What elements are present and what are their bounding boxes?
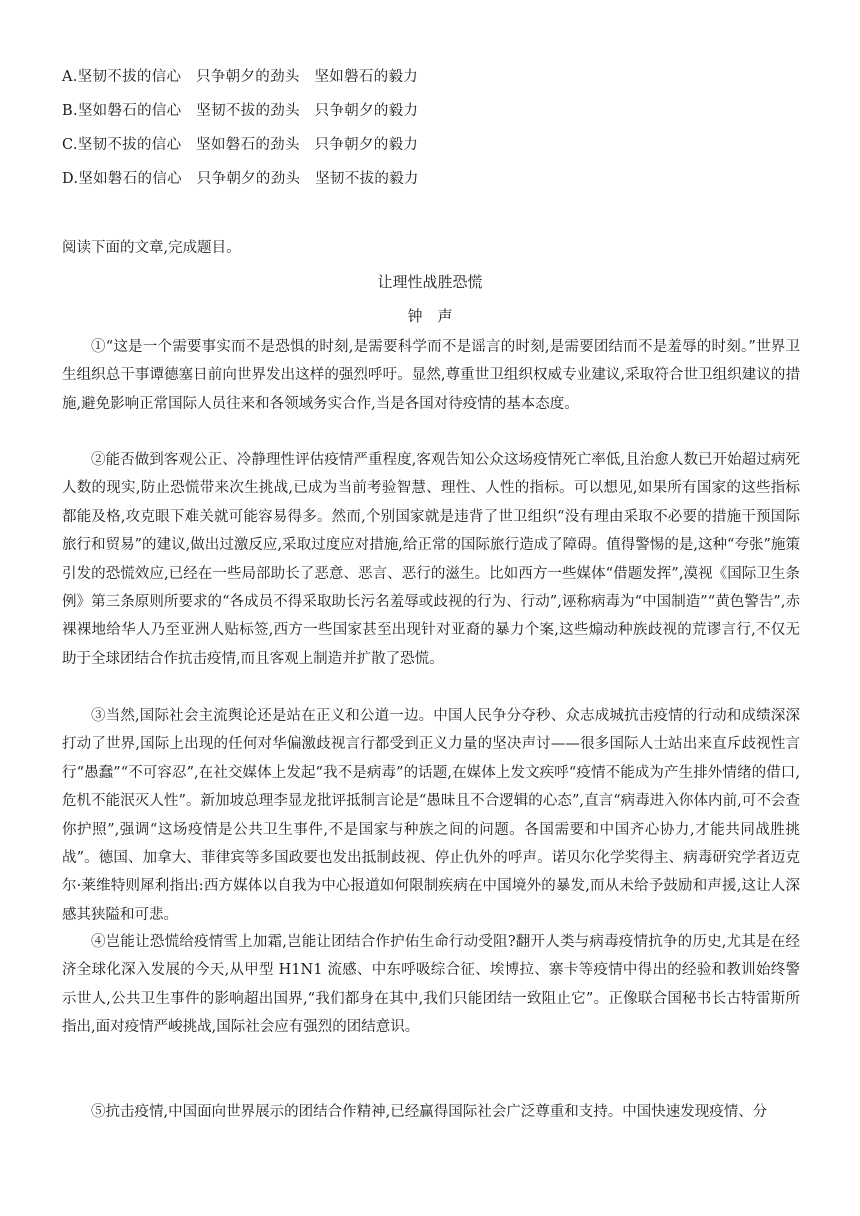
option-d: D.坚如磐石的信心 只争朝夕的劲头 坚韧不拔的毅力 [62,171,419,187]
article-author: 钟 声 [407,307,453,325]
article-paragraph-5: ⑤抗击疫情,中国面向世界展示的团结合作精神,已经赢得国际社会广泛尊重和支持。中国快速发现疫情、分 [91,1104,768,1120]
article-title: 让理性战胜恐慌 [377,273,483,291]
article-paragraph-3: ③当然,国际社会主流舆论还是站在正义和公道一边。中国人民争分夺秒、众志成城抗击疫情的行动和成绩深深打动了世界,国际上出现的任何对华偏激歧视言行都受到正义力量的坚决声讨——很多国际人士站出来直斥歧视性言行“愚蠢”“不可容忍”,在社交媒体上发起“我不是病毒”的话题,在媒体上发文疾呼“疫情不能成为产生排外情绪的借口,危机不能泯灭人性”。新加坡总理李显龙批评抵制言论是“愚昧且不合逻辑的心态”,直言“病毒进入你体内前,可不会查你护照”,强调“这场疫情是公共卫生事件,不是国家与种族之间的问题。各国需要和中国齐心协力,才能共同战胜挑战”。德国、加拿大、菲律宾等多国政要也发出抵制歧视、停止仇外的呼声。诺贝尔化学奖得主、病毒研究学者迈克尔·莱维特则犀利指出:西方媒体以自我为中心报道如何限制疾病在中国境外的暴发,而从未给予鼓励和声援,这让人深感其狭隘和可悲。 [62,708,800,923]
article-paragraph-1: ①“这是一个需要事实而不是恐惧的时刻,是需要科学而不是谣言的时刻,是需要团结而不是羞辱的时刻。”世界卫生组织总干事谭德塞日前向世界发出这样的强烈呼吁。显然,尊重世卫组织权威专业建议,采取符合世卫组织建议的措施,避免影响正常国际人员往来和各领域务实合作,当是各国对待疫情的基本态度。 [62,339,800,412]
reading-instruction: 阅读下面的文章,完成题目。 [62,240,241,256]
article-paragraph-4: ④岂能让恐慌给疫情雪上加霜,岂能让团结合作护佑生命行动受阻?翻开人类与病毒疫情抗争的历史,尤其是在经济全球化深入发展的今天,从甲型 H1N1 流感、中东呼吸综合征、埃博拉、寨卡等疫情中得出的经验和教训始终警示世人,公共卫生事件的影响超出国界,“我们都身在其中,我们只能团结一致阻止它”。正像联合国秘书长古特雷斯所指出,面对疫情严峻挑战,国际社会应有强烈的团结意识。 [62,934,800,1036]
option-b: B.坚如磐石的信心 坚韧不拔的劲头 只争朝夕的毅力 [62,103,419,119]
option-a: A.坚韧不拔的信心 只争朝夕的劲头 坚如磐石的毅力 [62,69,419,85]
option-c: C.坚韧不拔的信心 坚如磐石的劲头 只争朝夕的毅力 [62,137,419,153]
article-paragraph-2: ②能否做到客观公正、冷静理性评估疫情严重程度,客观告知公众这场疫情死亡率低,且治愈人数已开始超过病死人数的现实,防止恐慌带来次生挑战,已成为当前考验智慧、理性、人性的指标。可以想见,如果所有国家的这些指标都能及格,攻克眼下难关就可能容易得多。然而,个别国家就是违背了世卫组织“没有理由采取不必要的措施干预国际旅行和贸易”的建议,做出过激反应,采取过度应对措施,给正常的国际旅行造成了障碍。值得警惕的是,这种“夸张”施策引发的恐慌效应,已经在一些局部助长了恶意、恶言、恶行的滋生。比如西方一些媒体“借题发挥”,漠视《国际卫生条例》第三条原则所要求的“各成员不得采取助长污名羞辱或歧视的行为、行动”,诬称病毒为“中国制造”“黄色警告”,赤裸裸地给华人乃至亚洲人贴标签,西方一些国家甚至出现针对亚裔的暴力个案,这些煽动种族歧视的荒谬言行,不仅无助于全球团结合作抗击疫情,而且客观上制造并扩散了恐慌。 [62,452,800,667]
